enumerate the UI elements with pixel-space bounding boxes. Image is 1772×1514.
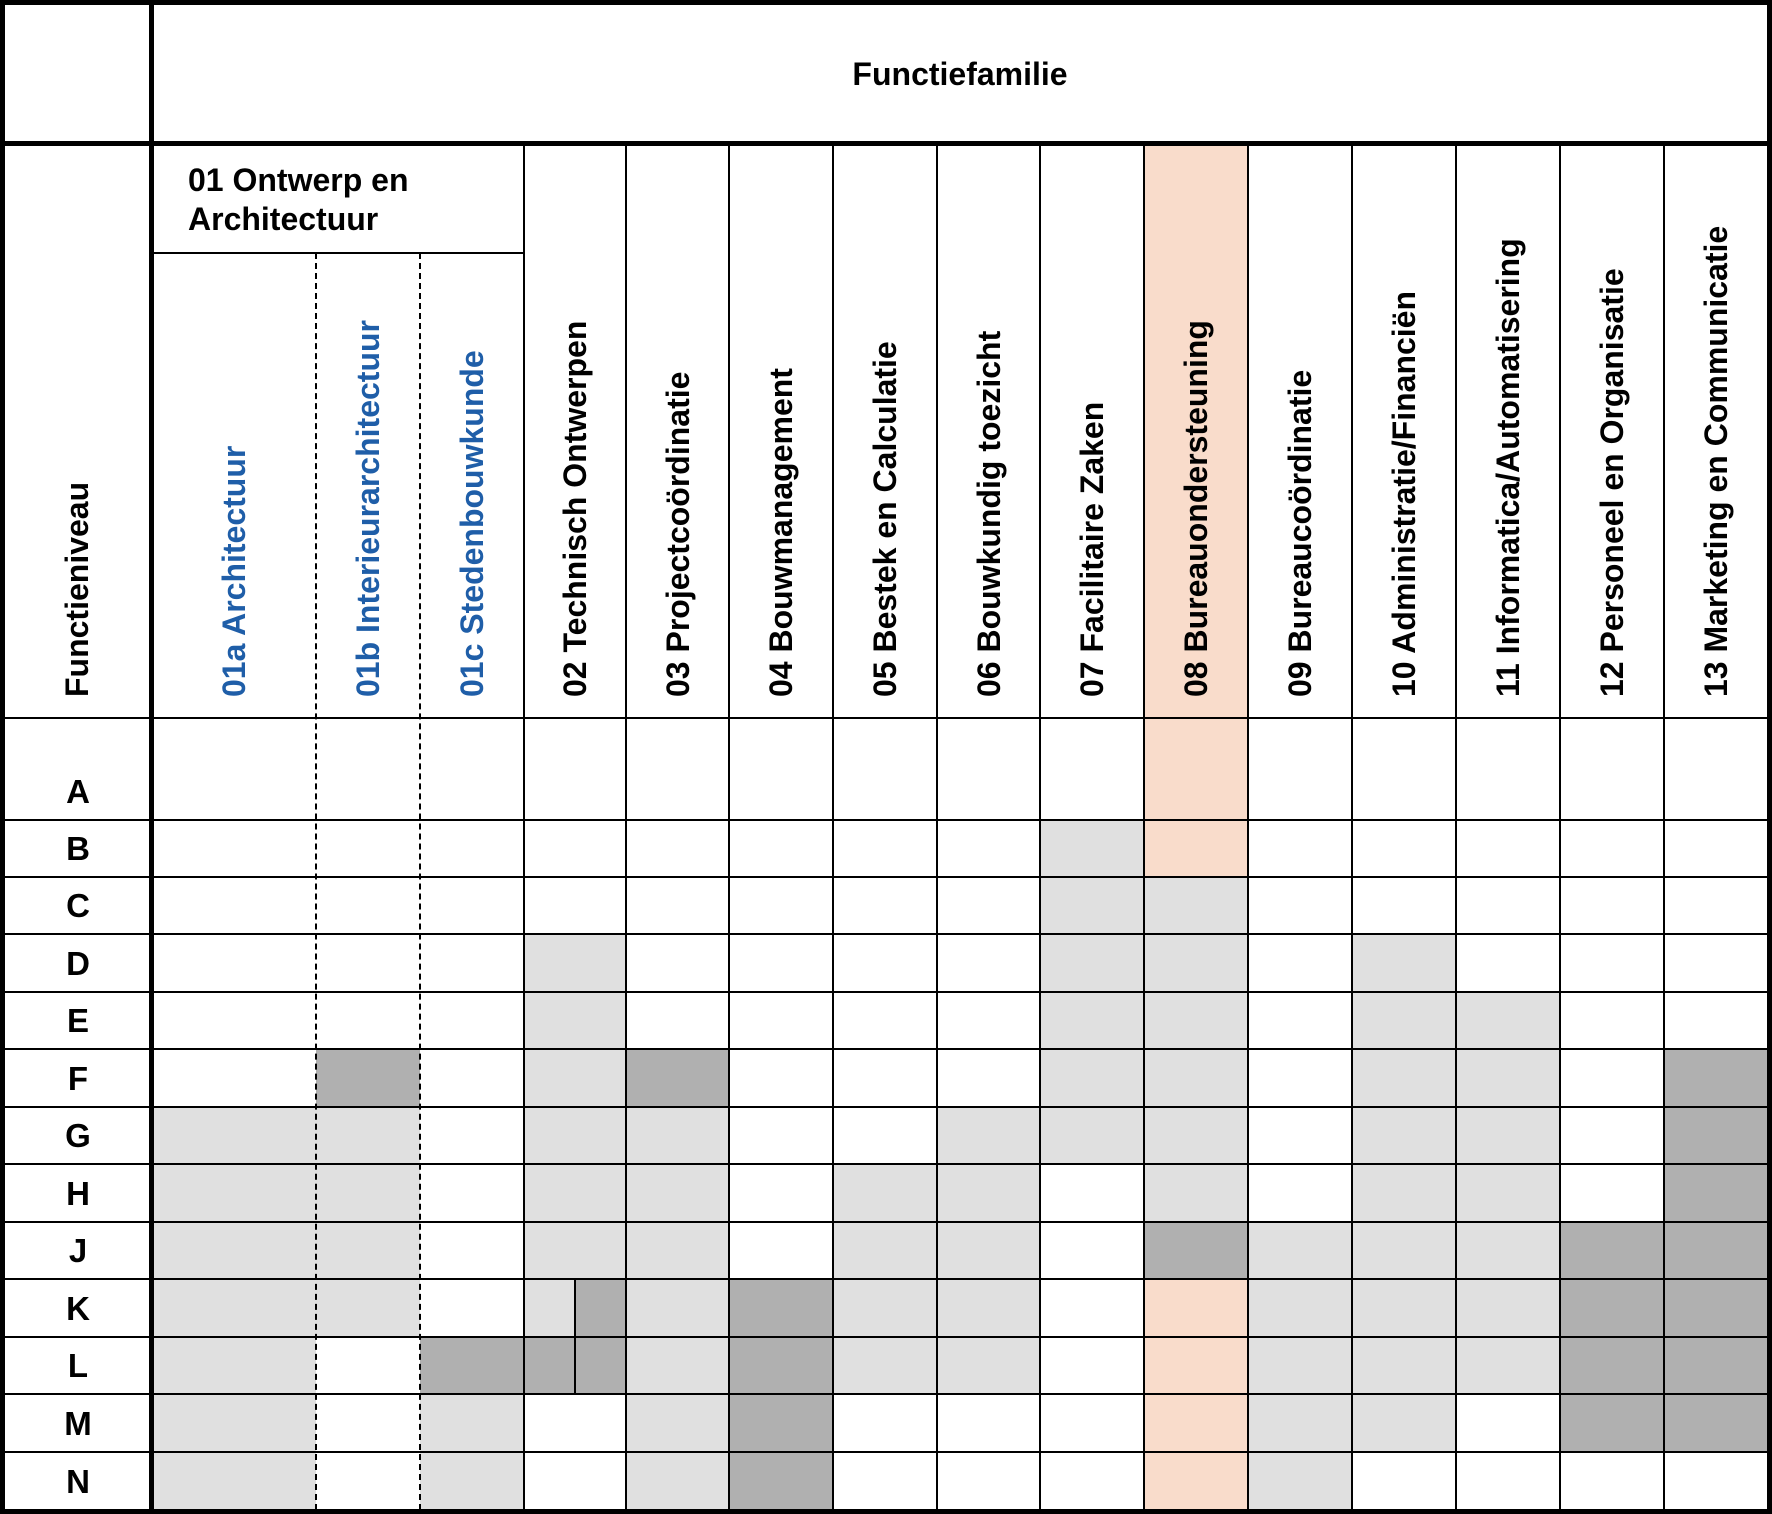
row-label-C: C: [66, 887, 90, 924]
matrix-cell: [626, 1164, 729, 1222]
column-divider: [1559, 145, 1561, 1510]
matrix-cell: [1560, 1222, 1664, 1279]
row-divider: [4, 1336, 1768, 1338]
matrix-cell: [1456, 1337, 1560, 1394]
matrix-cell: [626, 1107, 729, 1164]
column-divider: [936, 145, 938, 1510]
matrix-cell: [626, 1337, 729, 1394]
matrix-cell: [937, 1279, 1040, 1337]
matrix-cell: [1144, 1394, 1248, 1452]
matrix-cell: [1456, 992, 1560, 1049]
matrix-cell: [1144, 718, 1248, 820]
matrix-cell: [524, 992, 626, 1049]
column-header-01a: 01a Architectuur: [216, 445, 252, 697]
matrix-cell: [1248, 1337, 1352, 1394]
matrix-cell: [626, 1452, 729, 1510]
row-label-K: K: [66, 1290, 90, 1327]
matrix-cell: [316, 1279, 420, 1337]
frame-top: [0, 0, 1772, 5]
matrix-cell: [1352, 1337, 1456, 1394]
subcolumn-divider: [419, 253, 421, 1510]
matrix-cell: [1352, 1164, 1456, 1222]
matrix-cell: [833, 1279, 937, 1337]
matrix-cell: [1456, 1222, 1560, 1279]
matrix-cell: [833, 1222, 937, 1279]
matrix-cell: [729, 1337, 833, 1394]
row-label-H: H: [66, 1175, 90, 1212]
group-01-label-line2: Architectuur: [188, 201, 379, 237]
matrix-cell: [937, 1222, 1040, 1279]
matrix-cell: [1248, 1279, 1352, 1337]
matrix-cell: [626, 1279, 729, 1337]
page-title: Functiefamilie: [852, 56, 1068, 92]
row-divider: [4, 819, 1768, 821]
matrix-cell: [1560, 1394, 1664, 1452]
matrix-cell: [1144, 877, 1248, 934]
matrix-cell: [1456, 1049, 1560, 1107]
matrix-cell: [1664, 1107, 1768, 1164]
matrix-cell: [1144, 1107, 1248, 1164]
matrix-cell: [1456, 1279, 1560, 1337]
matrix-cell: [1248, 1222, 1352, 1279]
column-divider: [1351, 145, 1353, 1510]
matrix-cell: [152, 1394, 316, 1452]
matrix-cell: [1664, 1279, 1768, 1337]
matrix-cell: [316, 1107, 420, 1164]
matrix-cell: [1664, 1049, 1768, 1107]
matrix-cell: [1040, 1049, 1144, 1107]
matrix-cell: [729, 1452, 833, 1510]
row-divider: [4, 876, 1768, 878]
group-01-line: [152, 252, 524, 254]
column-header-09: 09 Bureaucoördinatie: [1282, 369, 1318, 697]
column-header-11: 11 Informatica/Automatisering: [1490, 238, 1526, 697]
column-header-10: 10 Administratie/Financiën: [1386, 290, 1422, 697]
matrix-cell: [1352, 1107, 1456, 1164]
level-axis-label: Functieniveau: [59, 481, 95, 697]
matrix-cell: [1144, 1164, 1248, 1222]
frame-bottom: [0, 1509, 1772, 1514]
column-header-07: 07 Facilitaire Zaken: [1074, 401, 1110, 697]
matrix-cell: [420, 1394, 524, 1452]
row-divider: [4, 933, 1768, 935]
matrix-cell: [316, 1049, 420, 1107]
matrix-cell: [152, 1164, 316, 1222]
matrix-cell: [729, 1279, 833, 1337]
matrix-cell: [152, 1222, 316, 1279]
matrix-cell: [1352, 934, 1456, 992]
column-header-01c: 01c Stedenbouwkunde: [454, 350, 490, 697]
matrix-cell: [1144, 1049, 1248, 1107]
matrix-cell: [524, 1049, 626, 1107]
matrix-cell: [524, 1107, 626, 1164]
matrix-cell: [1664, 1222, 1768, 1279]
column-header-05: 05 Bestek en Calculatie: [867, 341, 903, 697]
column-header-04: 04 Bouwmanagement: [763, 368, 799, 697]
matrix-cell: [524, 934, 626, 992]
matrix-cell: [1040, 877, 1144, 934]
matrix-cell: [1144, 1337, 1248, 1394]
row-divider: [4, 1106, 1768, 1108]
row-divider: [4, 1451, 1768, 1453]
matrix-cell: [316, 1222, 420, 1279]
row-label-G: G: [65, 1117, 91, 1154]
column-divider: [728, 145, 730, 1510]
column-header-02: 02 Technisch Ontwerpen: [557, 320, 593, 697]
matrix-cell: [1248, 1394, 1352, 1452]
frame-left: [0, 0, 5, 1514]
matrix-cell: [1144, 934, 1248, 992]
matrix-cell: [1248, 1452, 1352, 1510]
matrix-cell: [626, 1222, 729, 1279]
matrix-cell: [1040, 1107, 1144, 1164]
matrix-cell: [1352, 1222, 1456, 1279]
column-divider: [1247, 145, 1249, 1510]
matrix-cell: [1352, 992, 1456, 1049]
matrix-cell: [524, 1279, 575, 1337]
matrix-cell: [1352, 1049, 1456, 1107]
matrix-cell: [937, 1164, 1040, 1222]
matrix-cell: [729, 1394, 833, 1452]
matrix-cell: [524, 1222, 626, 1279]
column-header-03: 03 Projectcoördinatie: [659, 371, 696, 697]
matrix-cell: [1664, 1394, 1768, 1452]
column-divider: [1455, 145, 1457, 1510]
matrix-cell: [1352, 1394, 1456, 1452]
column-divider: [832, 145, 834, 1510]
matrix-cell: [626, 1049, 729, 1107]
title-divider: [0, 141, 1772, 146]
matrix-cell: [937, 1107, 1040, 1164]
row-divider: [4, 1048, 1768, 1050]
matrix-cell: [524, 1164, 626, 1222]
row-divider: [4, 1393, 1768, 1395]
matrix-cell: [1040, 934, 1144, 992]
row-divider: [4, 1278, 1768, 1280]
matrix-cell: [833, 1164, 937, 1222]
subcolumn-divider: [315, 253, 317, 1510]
row-label-J: J: [68, 1232, 88, 1269]
matrix-cell: [833, 1337, 937, 1394]
matrix-cell: [1144, 1222, 1248, 1279]
column-divider: [523, 145, 525, 1510]
matrix-cell: [420, 1337, 524, 1394]
row-divider: [4, 1163, 1768, 1165]
matrix-cell: [937, 1337, 1040, 1394]
column-divider: [625, 145, 627, 1510]
column-header-12: 12 Personeel en Organisatie: [1594, 268, 1630, 697]
matrix-cell: [1040, 992, 1144, 1049]
matrix-cell: [152, 1279, 316, 1337]
row-label-B: B: [66, 830, 90, 867]
column-divider: [1143, 145, 1145, 1510]
row-divider: [4, 1221, 1768, 1223]
matrix-cell: [1144, 820, 1248, 877]
row-divider: [4, 991, 1768, 993]
row-label-D: D: [66, 945, 90, 982]
header-bottom-line: [4, 717, 1768, 719]
row-label-M: M: [64, 1405, 92, 1442]
matrix-cell: [1144, 1279, 1248, 1337]
matrix-cell: [1456, 1164, 1560, 1222]
column-divider: [1039, 145, 1041, 1510]
matrix-cell: [152, 1107, 316, 1164]
column-header-06: 06 Bouwkundig toezicht: [970, 330, 1007, 697]
matrix-cell: [1664, 1337, 1768, 1394]
matrix-cell: [1040, 820, 1144, 877]
column-header-01b: 01b Interieurarchitectuur: [350, 320, 386, 697]
column-header-13: 13 Marketing en Communicatie: [1698, 225, 1734, 697]
matrix-cell: [1144, 992, 1248, 1049]
level-column-divider: [149, 0, 154, 1514]
matrix-cell: [152, 1452, 316, 1510]
matrix-cell: [1560, 1337, 1664, 1394]
row-label-N: N: [66, 1463, 90, 1500]
row-label-E: E: [66, 1002, 89, 1039]
column-divider: [1663, 145, 1665, 1510]
matrix-cell: [626, 1394, 729, 1452]
matrix-cell: [575, 1279, 626, 1337]
matrix-cell: [1144, 1452, 1248, 1510]
matrix-cell: [1352, 1279, 1456, 1337]
row-label-A: A: [66, 773, 90, 810]
row-label-F: F: [67, 1060, 89, 1097]
row-label-L: L: [67, 1347, 89, 1384]
matrix-cell: [152, 1337, 316, 1394]
matrix-cell: [1664, 1164, 1768, 1222]
column-header-08: 08 Bureauondersteuning: [1178, 320, 1214, 697]
matrix-cell: [1560, 1279, 1664, 1337]
frame-right: [1767, 0, 1772, 1514]
group-01-label-line1: 01 Ontwerp en: [188, 162, 409, 198]
matrix-cell: [420, 1452, 524, 1510]
matrix-cell: [316, 1164, 420, 1222]
matrix-cell: [1456, 1107, 1560, 1164]
